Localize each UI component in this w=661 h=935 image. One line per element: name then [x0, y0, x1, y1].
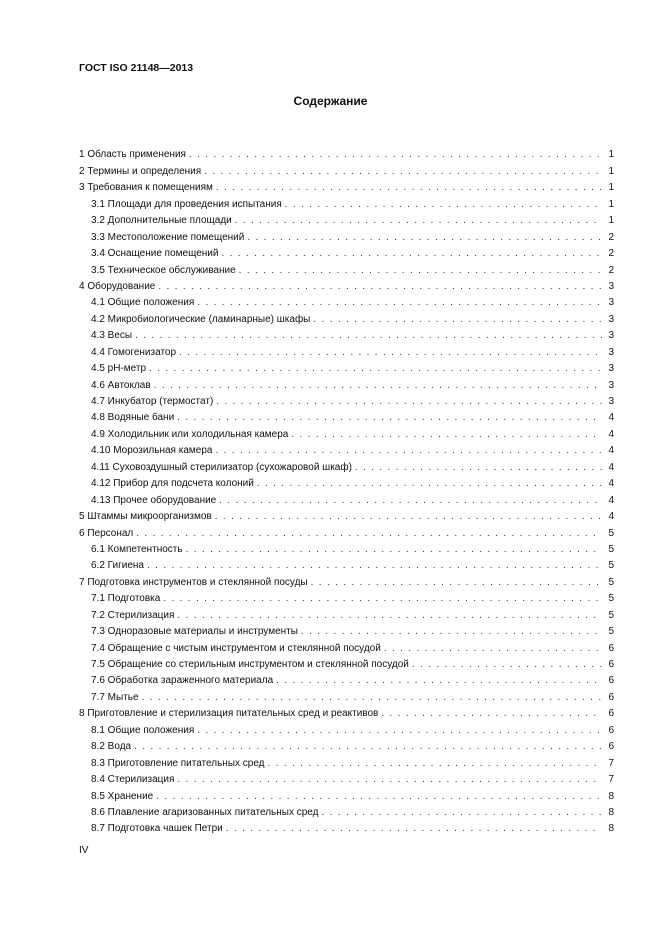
toc-entry[interactable] [79, 589, 614, 605]
toc-entry-page: 3 [608, 346, 614, 358]
toc-entry-label: 4.8 Водяные бани [91, 412, 175, 424]
toc-entry[interactable] [79, 770, 614, 786]
toc-entry[interactable] [79, 523, 614, 539]
toc-entry-page: 7 [608, 774, 614, 786]
toc-dot-leader [179, 347, 602, 359]
toc-entry-page: 3 [608, 379, 614, 391]
toc-entry-page: 4 [608, 428, 614, 440]
toc-entry-page: 3 [608, 313, 614, 325]
toc-entry-label: 7.3 Одноразовые материалы и инструменты [91, 626, 298, 638]
toc-dot-leader [186, 544, 602, 556]
toc-entry[interactable] [79, 375, 614, 391]
toc-entry[interactable] [79, 819, 614, 835]
toc-entry[interactable] [79, 441, 614, 457]
toc-entry-label: 7 Подготовка инструментов и стеклянной посуды [79, 576, 308, 588]
toc-entry-page: 3 [608, 280, 614, 292]
toc-dot-leader [311, 577, 602, 589]
toc-entry[interactable] [79, 293, 614, 309]
toc-dot-leader [412, 659, 602, 671]
toc-entry-label: 7.6 Обработка зараженного материала [91, 675, 274, 687]
toc-entry[interactable] [79, 309, 614, 325]
toc-entry-label: 8.4 Стерилизация [91, 774, 175, 786]
toc-dot-leader [235, 215, 602, 227]
toc-dot-leader [142, 692, 602, 704]
toc-entry-label: 8.1 Общие положения [91, 724, 195, 736]
toc-entry-page: 6 [608, 691, 614, 703]
toc-dot-leader [268, 758, 602, 770]
toc-entry-label: 8.5 Хранение [91, 790, 154, 802]
toc-entry[interactable] [79, 605, 614, 621]
toc-entry-label: 4.9 Холодильник или холодильная камера [91, 428, 289, 440]
toc-dot-leader [355, 462, 602, 474]
toc-entry-label: 4.10 Морозильная камера [91, 445, 213, 457]
toc-dot-leader [177, 412, 602, 424]
toc-dot-leader [239, 265, 602, 277]
toc-entry[interactable] [79, 753, 614, 769]
toc-entry-page: 1 [608, 198, 614, 210]
toc-entry-label: 8.6 Плавление агаризованных питательных сред [91, 806, 319, 818]
toc-dot-leader [313, 314, 602, 326]
toc-dot-leader [219, 495, 602, 507]
toc-entry[interactable] [79, 622, 614, 638]
toc-entry-page: 6 [608, 708, 614, 720]
toc-entry-label: 3.5 Техническое обслуживание [91, 264, 236, 276]
toc-entry-label: 6.2 Гигиена [91, 560, 144, 572]
toc-entry-page: 1 [608, 165, 614, 177]
toc-entry-label: 8.3 Приготовление питательных сред [91, 757, 265, 769]
toc-entry[interactable] [79, 408, 614, 424]
toc-entry-page: 6 [608, 675, 614, 687]
toc-dot-leader [204, 166, 602, 178]
toc-entry-page: 5 [608, 593, 614, 605]
toc-entry[interactable] [79, 687, 614, 703]
toc-entry-label: 8 Приготовление и стерилизация питательных сред и реактивов [79, 708, 379, 720]
toc-entry-page: 4 [608, 494, 614, 506]
toc-entry[interactable] [79, 490, 614, 506]
toc-dot-leader [215, 511, 602, 523]
toc-entry-label: 3 Требования к помещениям [79, 182, 213, 194]
toc-entry-page: 4 [608, 445, 614, 457]
toc-entry-page: 2 [608, 264, 614, 276]
toc-entry[interactable] [79, 244, 614, 260]
toc-entry-page: 5 [608, 560, 614, 572]
toc-entry-page: 6 [608, 741, 614, 753]
toc-entry[interactable] [79, 671, 614, 687]
toc-entry-label: 7.2 Стерилизация [91, 609, 175, 621]
toc-entry[interactable] [79, 424, 614, 440]
toc-entry[interactable] [79, 556, 614, 572]
toc-entry-label: 5 Штаммы микроорганизмов [79, 511, 212, 523]
page-number: IV [79, 845, 89, 856]
toc-entry[interactable] [79, 474, 614, 490]
toc-entry[interactable] [79, 326, 614, 342]
toc-dot-leader [154, 380, 602, 392]
toc-entry-page: 5 [608, 626, 614, 638]
toc-dot-leader [147, 560, 602, 572]
toc-entry-label: 7.5 Обращение со стерильным инструментом и стеклянной посудой [91, 659, 409, 670]
toc-entry-page: 3 [608, 363, 614, 375]
toc-dot-leader [136, 528, 602, 540]
toc-entry[interactable] [79, 178, 614, 194]
toc-dot-leader [156, 791, 602, 803]
toc-entry-page: 2 [608, 248, 614, 260]
toc-entry-page: 2 [608, 231, 614, 243]
toc-dot-leader [381, 708, 602, 720]
toc-entry-page: 4 [608, 511, 614, 523]
toc-dot-leader [321, 807, 602, 819]
toc-entry-label: 4.5 рН-метр [91, 363, 147, 375]
toc-entry-label: 8.7 Подготовка чашек Петри [91, 823, 223, 835]
toc-entry-page: 8 [608, 806, 614, 818]
toc-entry-label: 3.2 Дополнительные площади [91, 215, 232, 227]
toc-dot-leader [276, 675, 602, 687]
toc-entry-label: 4.4 Гомогенизатор [91, 346, 177, 358]
toc-entry-page: 5 [608, 543, 614, 555]
toc-dot-leader [158, 281, 602, 293]
toc-entry-page: 3 [608, 396, 614, 407]
toc-entry[interactable] [79, 704, 614, 720]
toc-entry-page: 7 [608, 757, 614, 769]
toc-entry[interactable] [79, 342, 614, 358]
toc-entry-label: 4.2 Микробиологические (ламинарные) шкафы [91, 313, 311, 325]
toc-entry[interactable] [79, 803, 614, 819]
document-header: ГОСТ ISO 21148—2013 [79, 62, 194, 74]
toc-dot-leader [197, 297, 602, 309]
toc-dot-leader [177, 610, 602, 622]
toc-entry-page: 1 [608, 149, 614, 161]
toc-entry-label: 4.13 Прочее оборудование [91, 494, 217, 506]
toc-dot-leader [149, 363, 602, 375]
toc-dot-leader [221, 248, 602, 260]
toc-entry-page: 5 [608, 576, 614, 588]
toc-dot-leader [216, 396, 602, 408]
toc-entry[interactable] [79, 359, 614, 375]
toc-entry[interactable] [79, 638, 614, 654]
toc-entry-label: 8.2 Вода [91, 741, 132, 753]
page-title: Содержание [293, 94, 368, 108]
toc-dot-leader [247, 232, 602, 244]
toc-entry-label: 4.7 Инкубатор (термостат) [91, 396, 214, 407]
toc-dot-leader [135, 330, 602, 342]
toc-entry-label: 3.3 Местоположение помещений [91, 231, 245, 243]
toc-entry-page: 4 [608, 478, 614, 490]
toc-entry-label: 6.1 Компетентность [91, 543, 183, 555]
toc-entry[interactable] [79, 277, 614, 293]
toc-dot-leader [257, 478, 602, 490]
toc-entry[interactable] [79, 737, 614, 753]
toc-entry-label: 1 Область применения [79, 149, 186, 161]
table-of-contents [79, 145, 614, 835]
toc-dot-leader [291, 429, 602, 441]
toc-entry[interactable] [79, 145, 614, 161]
toc-entry[interactable] [79, 572, 614, 588]
toc-entry-page: 1 [608, 215, 614, 227]
toc-entry[interactable] [79, 655, 614, 671]
toc-entry[interactable] [79, 720, 614, 736]
toc-entry[interactable] [79, 457, 614, 473]
toc-entry-label: 4.1 Общие положения [91, 297, 195, 309]
toc-entry-label: 6 Персонал [79, 527, 134, 539]
toc-entry-label: 4.12 Прибор для подсчета колоний [91, 478, 254, 490]
toc-entry[interactable] [79, 194, 614, 210]
toc-entry-page: 4 [608, 461, 614, 473]
toc-entry-label: 4.11 Суховоздушный стерилизатор (сухожаровой шкаф) [91, 461, 352, 473]
toc-entry[interactable] [79, 211, 614, 227]
toc-entry-label: 3.1 Площади для проведения испытания [91, 198, 282, 210]
toc-entry[interactable] [79, 227, 614, 243]
toc-entry[interactable] [79, 540, 614, 556]
toc-dot-leader [177, 774, 602, 786]
toc-entry-page: 6 [608, 724, 614, 736]
toc-dot-leader [163, 593, 602, 605]
toc-entry-label: 7.1 Подготовка [91, 593, 161, 605]
toc-entry-page: 6 [608, 642, 614, 654]
toc-dot-leader [301, 626, 602, 638]
toc-entry-label: 2 Термины и определения [79, 165, 202, 177]
toc-dot-leader [216, 182, 602, 194]
toc-entry-page: 3 [608, 330, 614, 342]
toc-entry-page: 3 [608, 297, 614, 309]
toc-entry[interactable] [79, 260, 614, 276]
toc-dot-leader [215, 445, 602, 457]
toc-entry-page: 1 [608, 182, 614, 194]
toc-entry-label: 4.6 Автоклав [91, 379, 151, 391]
toc-entry-page: 5 [608, 609, 614, 621]
toc-entry-label: 7.4 Обращение с чистым инструментом и стеклянной посудой [91, 642, 381, 654]
toc-entry[interactable] [79, 786, 614, 802]
toc-entry-label: 7.7 Мытье [91, 691, 139, 703]
toc-entry-page: 8 [608, 823, 614, 835]
toc-dot-leader [226, 823, 602, 835]
toc-entry[interactable] [79, 392, 614, 408]
toc-entry-page: 5 [608, 527, 614, 539]
toc-entry-label: 4 Оборудование [79, 280, 156, 292]
toc-dot-leader [197, 725, 602, 737]
toc-entry-label: 4.3 Весы [91, 330, 133, 342]
toc-entry-page: 8 [608, 790, 614, 802]
toc-entry-page: 4 [608, 412, 614, 424]
toc-dot-leader [189, 149, 602, 161]
toc-dot-leader [384, 643, 602, 655]
toc-entry-label: 3.4 Оснащение помещений [91, 248, 219, 260]
toc-entry-page: 6 [608, 659, 614, 670]
toc-entry[interactable] [79, 507, 614, 523]
toc-dot-leader [285, 199, 602, 211]
toc-entry[interactable] [79, 161, 614, 177]
toc-dot-leader [134, 741, 602, 753]
